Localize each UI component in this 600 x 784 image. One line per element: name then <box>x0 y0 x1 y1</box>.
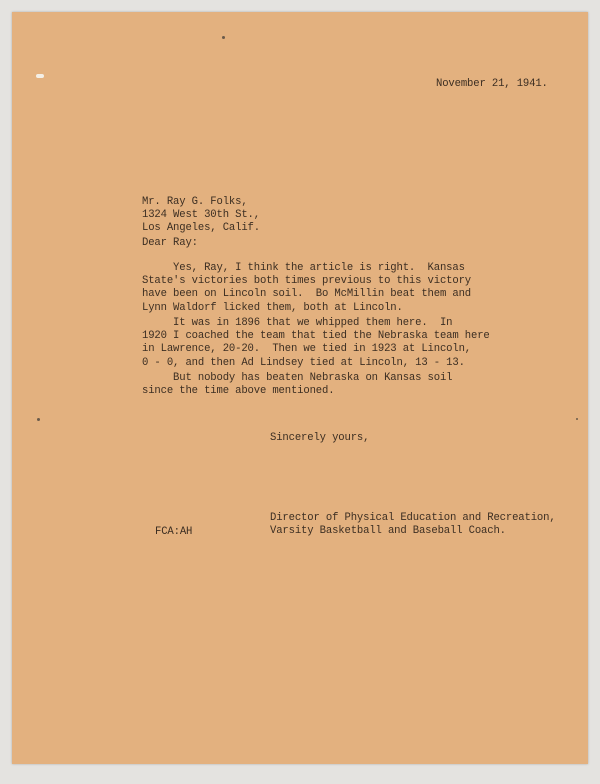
signature-title <box>270 512 556 538</box>
paper-speck <box>37 418 40 421</box>
paragraph-line: Yes, Ray, I think the article is right. Kansas <box>142 262 465 274</box>
recipient-name: Mr. Ray G. Folks, <box>142 196 248 208</box>
paragraph-line: have been on Lincoln soil. Bo McMillin beat them and <box>142 288 471 301</box>
paragraph-1 <box>142 262 471 315</box>
paragraph-line: State's victories both times previous to this victory <box>142 275 471 288</box>
recipient-city: Los Angeles, Calif. <box>142 222 260 235</box>
closing: Sincerely yours, <box>270 432 370 444</box>
recipient-address <box>142 196 260 236</box>
paragraph-line: since the time above mentioned. <box>142 385 335 398</box>
letter-page <box>12 12 588 764</box>
letter-date: November 21, 1941. <box>436 78 548 90</box>
reference-initials: FCA:AH <box>155 526 193 538</box>
paragraph-line: It was in 1896 that we whipped them here. In <box>142 317 453 329</box>
paper-blemish <box>36 74 44 78</box>
paper-speck <box>222 36 225 39</box>
paragraph-line: in Lawrence, 20-20. Then we tied in 1923 at Lincoln, <box>142 343 471 356</box>
title-line: Varsity Basketball and Baseball Coach. <box>270 525 506 538</box>
paragraph-2 <box>142 317 490 370</box>
paragraph-line: Lynn Waldorf licked them, both at Lincoln. <box>142 301 403 314</box>
paragraph-line: But nobody has beaten Nebraska on Kansas soil <box>142 372 453 384</box>
paragraph-line: 0 - 0, and then Ad Lindsey tied at Lincoln, 13 - 13. <box>142 356 465 369</box>
salutation: Dear Ray: <box>142 237 198 249</box>
recipient-street: 1324 West 30th St., <box>142 209 260 222</box>
paper-speck <box>576 418 578 420</box>
paragraph-3 <box>142 372 452 398</box>
paragraph-line: 1920 I coached the team that tied the Nebraska team here <box>142 330 490 343</box>
title-line: Director of Physical Education and Recreation, <box>270 512 556 524</box>
